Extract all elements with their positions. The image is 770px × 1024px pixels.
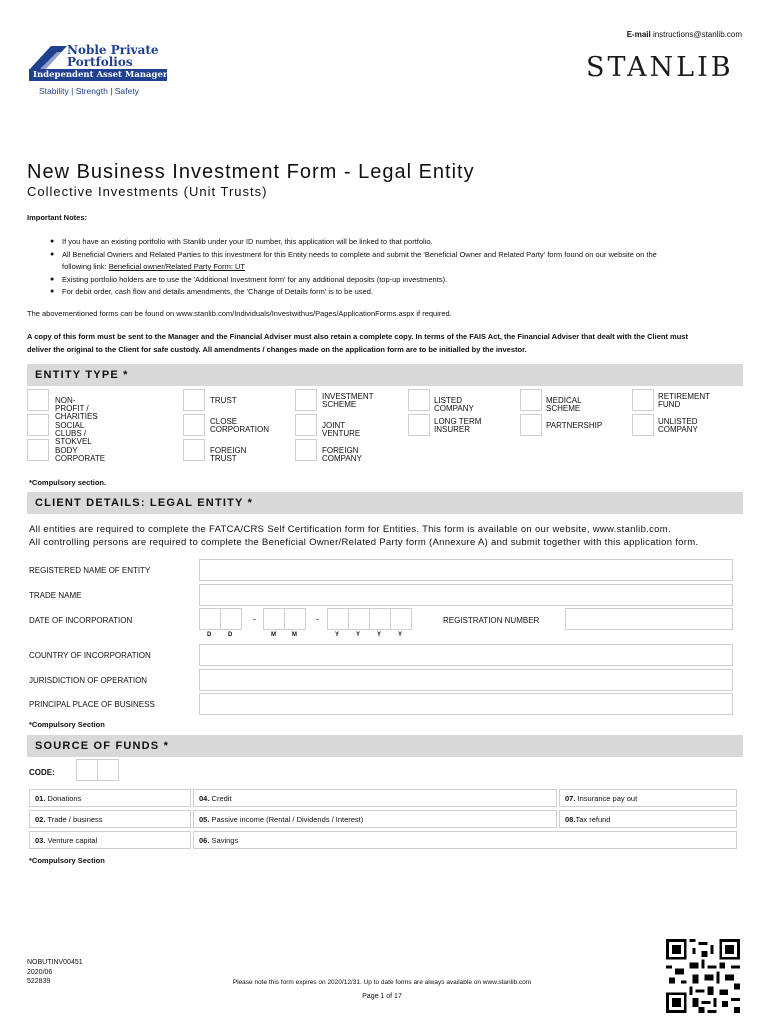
source-of-funds-heading: SOURCE OF FUNDS * bbox=[27, 735, 743, 757]
jurisdiction-field[interactable] bbox=[199, 669, 733, 691]
client-details-intro-line2: All controlling persons are required to complete the Beneficial Owner/Related Party form (Annexure A) and submit together with this application form. bbox=[29, 537, 699, 548]
registration-number-label: REGISTRATION NUMBER bbox=[443, 616, 540, 625]
date-year-1[interactable] bbox=[327, 608, 349, 630]
date-hint-m: M bbox=[271, 632, 276, 638]
note-item: ● Existing portfolio holders are to use the 'Additional Investment form' for any additional deposits (top-up investments). bbox=[50, 274, 730, 287]
important-notes-label: Important Notes: bbox=[27, 213, 87, 222]
noble-private-portfolios-logo bbox=[27, 42, 177, 100]
checkbox-joint-venture[interactable] bbox=[295, 414, 317, 436]
country-of-incorporation-label: COUNTRY OF INCORPORATION bbox=[29, 651, 151, 660]
date-year-2[interactable] bbox=[348, 608, 370, 630]
note-item: ● All Beneficial Owners and Related Parties to this investment for this Entity needs to complete and submit the 'Beneficial Owner and Related Party' form found on our website on the bbox=[50, 249, 730, 262]
page-subtitle: Collective Investments (Unit Trusts) bbox=[27, 184, 268, 199]
label-listed-company: LISTED COMPANY bbox=[434, 396, 474, 413]
fund-option-credit bbox=[193, 789, 557, 807]
code-digit-2[interactable] bbox=[97, 759, 119, 781]
date-dash-1: - bbox=[253, 614, 256, 624]
date-month-2[interactable] bbox=[284, 608, 306, 630]
checkbox-retirement-fund[interactable] bbox=[632, 389, 654, 411]
fund-option-donations bbox=[29, 789, 191, 807]
fund-label: Venture capital bbox=[47, 836, 98, 845]
checkbox-medical-scheme[interactable] bbox=[520, 389, 542, 411]
label-foreign-trust: FOREIGN TRUST bbox=[210, 446, 247, 463]
fund-code: 07. bbox=[565, 794, 576, 803]
label-close-corporation: CLOSE CORPORATION bbox=[210, 417, 269, 434]
form-reference-code bbox=[27, 958, 83, 987]
fund-option-venture-capital bbox=[29, 831, 191, 849]
fund-option-passive-income bbox=[193, 810, 557, 828]
principal-place-label: PRINCIPAL PLACE OF BUSINESS bbox=[29, 700, 155, 709]
date-of-incorporation-label: DATE OF INCORPORATION bbox=[29, 616, 133, 625]
label-foreign-company: FOREIGN COMPANY bbox=[322, 446, 362, 463]
note-link-prefix: following link: bbox=[62, 262, 107, 271]
label-partnership: PARTNERSHIP bbox=[546, 421, 603, 430]
code-digit-1[interactable] bbox=[76, 759, 98, 781]
date-dash-2: - bbox=[316, 614, 319, 624]
label-long-term-insurer: LONG TERM INSURER bbox=[434, 417, 482, 434]
label-trust: TRUST bbox=[210, 396, 237, 405]
note-item: ● If you have an existing portfolio with Stanlib under your ID number, this application will be linked to that portfolio. bbox=[50, 236, 730, 249]
checkbox-non-profit[interactable] bbox=[27, 389, 49, 411]
fund-option-tax-refund bbox=[559, 810, 737, 828]
label-social-clubs: SOCIAL CLUBS / STOKVEL bbox=[55, 421, 92, 446]
fund-code: 05. bbox=[199, 815, 210, 824]
label-non-profit: NON-PROFIT / CHARITIES bbox=[55, 396, 98, 421]
jurisdiction-label: JURISDICTION OF OPERATION bbox=[29, 676, 148, 685]
checkbox-foreign-company[interactable] bbox=[295, 439, 317, 461]
logo-banner: Independent Asset Managers bbox=[33, 70, 173, 80]
code-label: CODE: bbox=[29, 768, 55, 777]
fund-code: 04. bbox=[199, 794, 210, 803]
checkbox-foreign-trust[interactable] bbox=[183, 439, 205, 461]
registered-name-field[interactable] bbox=[199, 559, 733, 581]
date-day-2[interactable] bbox=[220, 608, 242, 630]
page-number: Page 1 of 17 bbox=[362, 993, 402, 1000]
label-medical-scheme: MEDICAL SCHEME bbox=[546, 396, 582, 413]
checkbox-long-term-insurer[interactable] bbox=[408, 414, 430, 436]
fund-code: 02. bbox=[35, 815, 46, 824]
form-expiry-note: Please note this form expires on 2020/12/31. Up to date forms are always available on www.stanlib.com bbox=[232, 979, 532, 986]
date-hint-d: D bbox=[207, 632, 212, 638]
checkbox-unlisted-company[interactable] bbox=[632, 414, 654, 436]
fund-option-savings bbox=[193, 831, 737, 849]
fund-label: Tax refund bbox=[575, 815, 611, 824]
label-joint-venture: JOINT VENTURE bbox=[322, 421, 361, 438]
copy-instructions-line1: A copy of this form must be sent to the Manager and the Financial Adviser must also retain a complete copy. In terms of the FAIS Act, the Financial Adviser that dealt with the Client must bbox=[27, 332, 688, 341]
date-hint-y: Y bbox=[377, 632, 382, 638]
fund-label: Savings bbox=[211, 836, 239, 845]
forms-location-text: The abovementioned forms can be found on www.stanlib.com/Individuals/Investwithus/Pages/ApplicationForms.aspx if required. bbox=[27, 309, 452, 318]
client-details-compulsory-note: *Compulsory Section bbox=[29, 720, 105, 729]
label-investment-scheme: INVESTMENT SCHEME bbox=[322, 392, 374, 409]
client-details-intro bbox=[29, 523, 749, 549]
source-of-funds-compulsory-note: *Compulsory Section bbox=[29, 856, 105, 865]
logo-line1: Noble Private bbox=[67, 43, 159, 57]
date-year-3[interactable] bbox=[369, 608, 391, 630]
form-code-line1: NOBUTINV00451 bbox=[27, 959, 83, 966]
email-label: E-mail bbox=[626, 30, 651, 39]
form-code-line2: 2020/06 bbox=[27, 968, 53, 976]
fund-code: 03. bbox=[35, 836, 46, 845]
qr-code-icon bbox=[666, 939, 740, 1013]
trade-name-label: TRADE NAME bbox=[29, 591, 82, 600]
registration-number-field[interactable] bbox=[565, 608, 733, 630]
trade-name-field[interactable] bbox=[199, 584, 733, 606]
checkbox-social-clubs[interactable] bbox=[27, 414, 49, 436]
country-of-incorporation-field[interactable] bbox=[199, 644, 733, 666]
fund-label: Credit bbox=[211, 794, 232, 803]
checkbox-partnership[interactable] bbox=[520, 414, 542, 436]
checkbox-trust[interactable] bbox=[183, 389, 205, 411]
date-hint-y: Y bbox=[335, 632, 340, 638]
email-line bbox=[560, 30, 742, 39]
fund-label: Donations bbox=[47, 794, 82, 803]
note-item: ● For debit order, cash flow and details amendments, the 'Change of Details form' is to be used. bbox=[50, 286, 730, 299]
registered-name-label: REGISTERED NAME OF ENTITY bbox=[29, 566, 151, 575]
important-notes-list bbox=[50, 236, 730, 299]
label-retirement-fund: RETIREMENT FUND bbox=[658, 392, 710, 409]
copy-instructions-line2: deliver the original to the Client for safe custody. All amendments / changes made on the application form are to be initialled by the investor. bbox=[27, 344, 527, 354]
entity-type-heading: ENTITY TYPE * bbox=[27, 364, 743, 386]
fund-option-trade bbox=[29, 810, 191, 828]
date-hint-m: M bbox=[292, 632, 297, 638]
date-month-1[interactable] bbox=[263, 608, 285, 630]
checkbox-listed-company[interactable] bbox=[408, 389, 430, 411]
date-hint-d: D bbox=[228, 632, 233, 638]
client-details-heading: CLIENT DETAILS: LEGAL ENTITY * bbox=[27, 492, 743, 514]
entity-type-compulsory-note: *Compulsory section. bbox=[29, 478, 107, 487]
fund-option-insurance bbox=[559, 789, 737, 807]
page-title: New Business Investment Form - Legal Entity bbox=[27, 161, 475, 183]
fund-code: 06. bbox=[199, 836, 210, 845]
label-unlisted-company: UNLISTED COMPANY bbox=[658, 417, 698, 434]
email-value[interactable]: instructions@stanlib.com bbox=[652, 30, 742, 39]
checkbox-body-corporate[interactable] bbox=[27, 439, 49, 461]
fund-label: Trade / business bbox=[47, 815, 103, 824]
form-code-line3: 522839 bbox=[27, 978, 51, 985]
checkbox-investment-scheme[interactable] bbox=[295, 389, 317, 411]
label-body-corporate: BODY CORPORATE bbox=[55, 446, 106, 463]
date-year-4[interactable] bbox=[390, 608, 412, 630]
logo-tagline: Stability | Strength | Safety bbox=[39, 86, 139, 96]
checkbox-close-corporation[interactable] bbox=[183, 414, 205, 436]
client-details-intro-line1: All entities are required to complete the FATCA/CRS Self Certification form for Entities. This form is available on our website, www.stanlib.com. bbox=[29, 524, 671, 535]
copy-instructions-text bbox=[27, 331, 747, 356]
beneficial-owner-form-link[interactable]: Beneficial owner/Related Party Form: UT bbox=[108, 262, 246, 271]
fund-code: 08. bbox=[565, 815, 576, 824]
logo-line2: Portfolios bbox=[67, 55, 133, 69]
fund-label: Insurance pay out bbox=[577, 794, 638, 803]
date-day-1[interactable] bbox=[199, 608, 221, 630]
date-hint-y: Y bbox=[398, 632, 403, 638]
fund-code: 01. bbox=[35, 794, 46, 803]
principal-place-field[interactable] bbox=[199, 693, 733, 715]
fund-label: Passive income (Rental / Dividends / Interest) bbox=[211, 815, 364, 824]
note-link-line bbox=[50, 261, 730, 274]
date-hint-y: Y bbox=[356, 632, 361, 638]
stanlib-logo: STANLIB bbox=[586, 52, 734, 83]
